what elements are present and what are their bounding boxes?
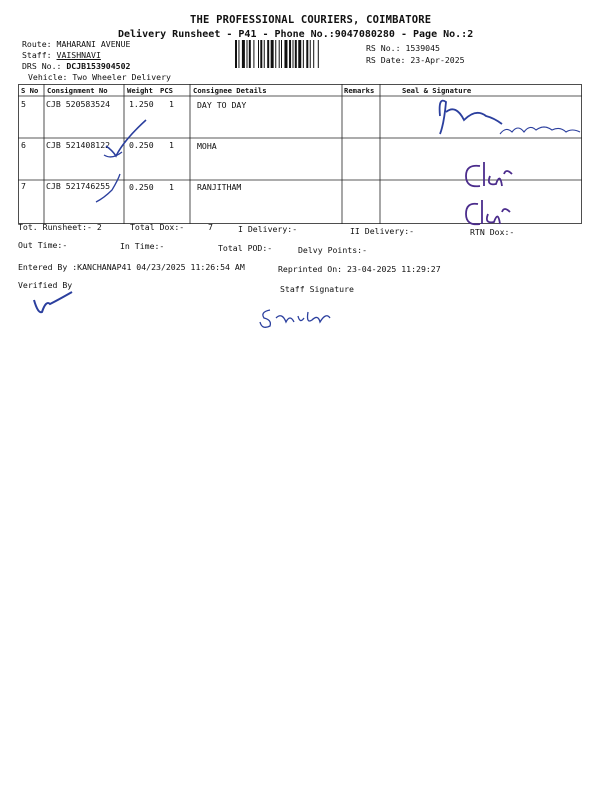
table-row-pcs: 1 — [169, 140, 174, 150]
total-dox-value: 7 — [208, 222, 213, 232]
barcode-bar — [271, 40, 274, 68]
verified-signature — [34, 292, 72, 312]
table-row-consignee: DAY TO DAY — [197, 100, 247, 110]
staff-line — [22, 50, 101, 60]
verified-by-label: Verified By — [18, 280, 73, 290]
table-row-pcs: 1 — [169, 182, 174, 192]
staff-value: VAISHNAVI — [56, 50, 101, 60]
table-row-consignee: MOHA — [197, 141, 217, 151]
staff-signature-label: Staff Signature — [280, 284, 354, 294]
i-delivery: I Delivery:- — [238, 224, 298, 234]
company-title: THE PROFESSIONAL COURIERS, COIMBATORE — [190, 14, 432, 26]
staff-label: Staff: — [22, 50, 52, 60]
table-row-sno: 5 — [21, 99, 26, 109]
barcode-bar — [295, 40, 297, 68]
drs-label: DRS No.: — [22, 61, 62, 71]
barcode-bar — [298, 40, 301, 68]
in-time: In Time:- — [120, 241, 165, 251]
delvy-points: Delvy Points:- — [298, 245, 368, 255]
table-row-consignment: CJB 521408122 — [46, 140, 111, 150]
barcode-bar — [264, 40, 265, 68]
table-row-consignment: CJB 520583524 — [46, 99, 111, 109]
table-row-consignment: CJB 521746255 — [46, 181, 111, 191]
rtn-dox: RTN Dox:- — [470, 227, 515, 237]
table-row-sno: 6 — [21, 140, 26, 150]
total-dox-label: Total Dox:- — [130, 222, 185, 232]
col-header-weight: Weight — [127, 86, 153, 95]
barcode-bar — [260, 40, 262, 68]
barcode-image — [235, 40, 353, 68]
rs-no-label: RS No.: — [366, 43, 401, 53]
barcode-bar — [253, 40, 254, 68]
ii-delivery: II Delivery:- — [350, 226, 415, 236]
drs-line — [22, 61, 130, 71]
barcode-bar — [279, 40, 280, 68]
barcode-bar — [310, 40, 311, 68]
rs-no-value: 1539045 — [405, 43, 440, 53]
out-time: Out Time:- — [18, 240, 68, 250]
barcode-bar — [313, 40, 314, 68]
route-value: MAHARANI AVENUE — [56, 39, 131, 49]
col-header-sno: S No — [21, 86, 39, 95]
drs-value: DCJB153904502 — [66, 61, 131, 71]
table-row-pcs: 1 — [169, 99, 174, 109]
barcode-bar — [289, 40, 291, 68]
barcode-bar — [281, 40, 282, 68]
barcode-bar — [306, 40, 308, 68]
col-header-seal-signature: Seal & Signature — [402, 86, 472, 95]
rs-date-label: RS Date: — [366, 55, 406, 65]
reprinted-on: Reprinted On: 23-04-2025 11:29:27 — [278, 264, 441, 274]
col-header-pcs: PCS — [160, 86, 173, 95]
rs-no-line — [366, 43, 440, 53]
barcode-bar — [249, 40, 251, 68]
staff-signature — [260, 310, 330, 327]
entered-by: Entered By :KANCHANAP41 04/23/2025 11:26:54 AM — [18, 262, 245, 272]
barcode-bar — [267, 40, 269, 68]
barcode-bar — [293, 40, 294, 68]
barcode-bar — [238, 40, 239, 68]
route-line — [22, 39, 130, 49]
barcode-bar — [242, 40, 245, 68]
barcode-bar — [318, 40, 319, 68]
col-header-consignment: Consignment No — [47, 86, 108, 95]
total-pod: Total POD:- — [218, 243, 273, 253]
table-row-weight: 0.250 — [129, 182, 154, 192]
barcode-bar — [303, 40, 304, 68]
table-row-sno: 7 — [21, 181, 26, 191]
route-label: Route: — [22, 39, 52, 49]
barcode-bar — [247, 40, 248, 68]
barcode-bar — [284, 40, 287, 68]
col-header-remarks: Remarks — [344, 86, 375, 95]
tot-runsheet: Tot. Runsheet:- 2 — [18, 222, 102, 232]
col-header-consignee: Consignee Details — [193, 86, 267, 95]
barcode-bar — [258, 40, 259, 68]
barcode-bar — [275, 40, 276, 68]
runsheet-title: Delivery Runsheet - P41 - Phone No.:9047080280 - Page No.:2 — [118, 29, 474, 40]
vehicle-line: Vehicle: Two Wheeler Delivery — [28, 72, 171, 82]
rs-date-line — [366, 55, 465, 65]
table-row-consignee: RANJITHAM — [197, 182, 242, 192]
barcode-bar — [235, 40, 237, 68]
rs-date-value: 23-Apr-2025 — [410, 55, 465, 65]
table-row-weight: 0.250 — [129, 140, 154, 150]
table-row-weight: 1.250 — [129, 99, 154, 109]
